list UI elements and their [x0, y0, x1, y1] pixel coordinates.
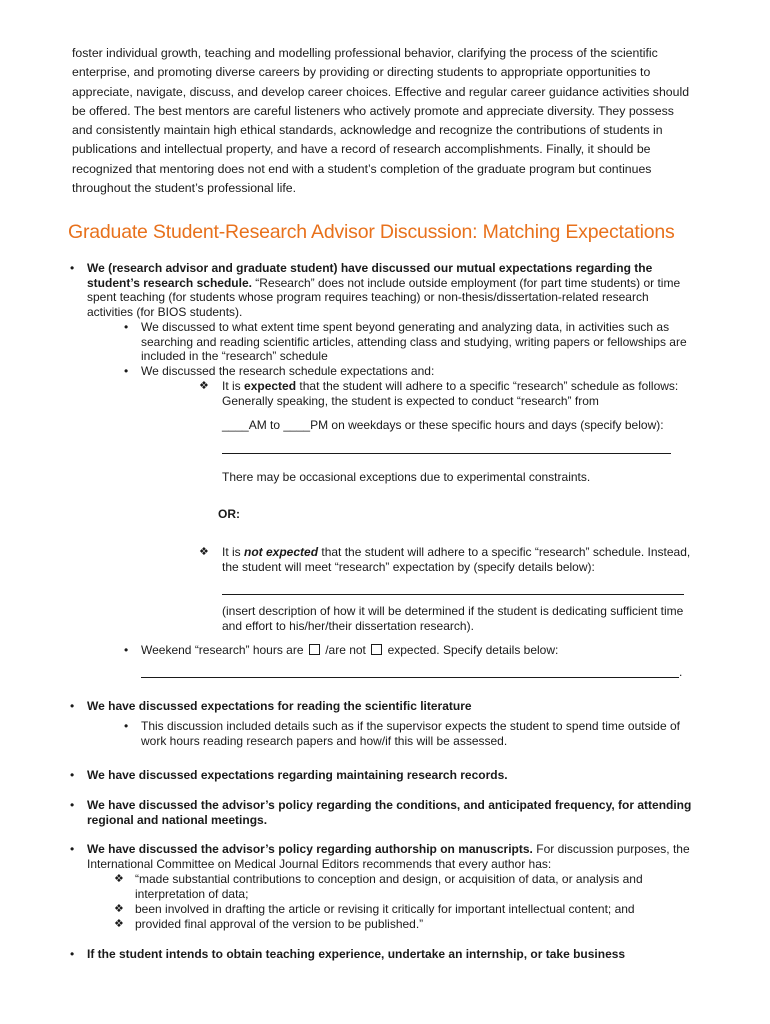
or-label: OR: [218, 507, 240, 521]
bullet-icon: • [124, 643, 129, 657]
authorship-criterion-text-3: provided final approval of the version to be published.” [135, 917, 424, 931]
literature-sub-text: This discussion included details such as if the supervisor expects the student to spend time outside of work hours reading research papers and how/if this will be assessed. [141, 719, 680, 748]
not-expected-blank-line[interactable] [222, 594, 684, 595]
section-heading: Graduate Student-Research Advisor Discussion: Matching Expectations [68, 221, 675, 243]
expected-text: It is expected that the student will adhere to a specific “research” schedule as follows: Generally speaking, the student is expected to conduct “research” from [222, 379, 679, 408]
bullet-icon: • [70, 798, 75, 812]
authorship-lead-bold: We have discussed the advisor’s policy regarding authorship on manuscripts. [87, 842, 533, 856]
hours-details-blank-line[interactable] [222, 453, 671, 454]
meetings-text: We have discussed the advisor’s policy regarding the conditions, and anticipated frequency, for attending regional and national meetings. [87, 798, 692, 827]
schedule-text [87, 261, 697, 319]
weekend-line-period: . [679, 665, 683, 679]
authorship-criterion-text-1: “made substantial contributions to conception and design, or acquisition of data, or analysis and interpretation of data; [135, 872, 643, 901]
bullet-icon: • [70, 842, 75, 856]
schedule-lead-rest: “Research” does not include outside employment (for part time students) or time spent teaching (for students whose program requires teaching) or non-thesis/dissertation-related research activities (for BIOS students). [87, 275, 681, 319]
diamond-bullet-icon: ❖ [114, 918, 124, 930]
bullet-icon: • [124, 364, 129, 378]
bullet-icon: • [70, 947, 75, 961]
exceptions-text: There may be occasional exceptions due to experimental constraints. [222, 470, 591, 484]
weekend-are-not-checkbox[interactable] [371, 644, 382, 655]
bullet-icon: • [70, 699, 75, 713]
diamond-bullet-icon: ❖ [199, 546, 209, 558]
intro-paragraph: foster individual growth, teaching and modelling professional behavior, clarifying the process of the scientific enterprise, and promoting diverse careers by providing or directing students to appropriate opportunities to appreciate, navigate, discuss, and develop career choices. Effective and regular career guidance activities should be offered. The best mentors are careful listeners who actively promote and appreciate diversity. They possess and consistently maintain high ethical standards, acknowledge and recognize the contributions of students in publications and intellectual property, and have a record of research accomplishments. Finally, it should be recognized that mentoring does not end with a student’s completion of the graduate program but continues throughout the student’s professional life. [72, 46, 690, 196]
records-text: We have discussed expectations regarding maintaining research records. [87, 768, 508, 782]
schedule-sub-text-1: We discussed to what extent time spent beyond generating and analyzing data, in activities such as searching and reading scientific articles, attending class and studying, writing papers or fellowships are included in the “research” schedule [141, 320, 687, 364]
bullet-icon: • [124, 719, 129, 733]
weekend-details-blank-line[interactable] [141, 677, 679, 678]
schedule-lead-bold: We (research advisor and graduate student) have discussed our mutual expectations regarding the student’s research schedule. [87, 261, 653, 290]
teaching-text: If the student intends to obtain teaching experience, undertake an internship, or take business [87, 947, 626, 961]
schedule-sub-text-2: We discussed the research schedule expectations and: [141, 364, 435, 378]
authorship-lead-rest: For discussion purposes, the International Committee on Medical Journal Editors recommends that every author has: [87, 842, 690, 871]
literature-text: We have discussed expectations for reading the scientific literature [87, 699, 472, 713]
diamond-bullet-icon: ❖ [114, 903, 124, 915]
expected-word: expected [244, 379, 297, 393]
diamond-bullet-icon: ❖ [199, 380, 209, 392]
bullet-icon: • [70, 768, 75, 782]
hours-line-text[interactable]: ____AM to ____PM on weekdays or these specific hours and days (specify below): [222, 418, 664, 432]
bullet-icon: • [70, 261, 75, 275]
insert-description-text: (insert description of how it will be determined if the student is dedicating sufficient time and effort to his/her/their dissertation research). [222, 604, 684, 633]
not-expected-text: It is not expected that the student will adhere to a specific “research” schedule. Instead, the student will meet “research” expectation by (specify details below): [222, 545, 691, 574]
diamond-bullet-icon: ❖ [114, 873, 124, 885]
authorship-criterion-text-2: been involved in drafting the article or revising it critically for important intellectual content; and [135, 902, 635, 916]
weekend-are-checkbox[interactable] [309, 644, 320, 655]
bullet-icon: • [124, 320, 129, 334]
weekend-text: Weekend “research” hours are /are not expected. Specify details below: [141, 643, 559, 657]
authorship-text [87, 842, 697, 871]
not-expected-word: not expected [244, 545, 319, 559]
